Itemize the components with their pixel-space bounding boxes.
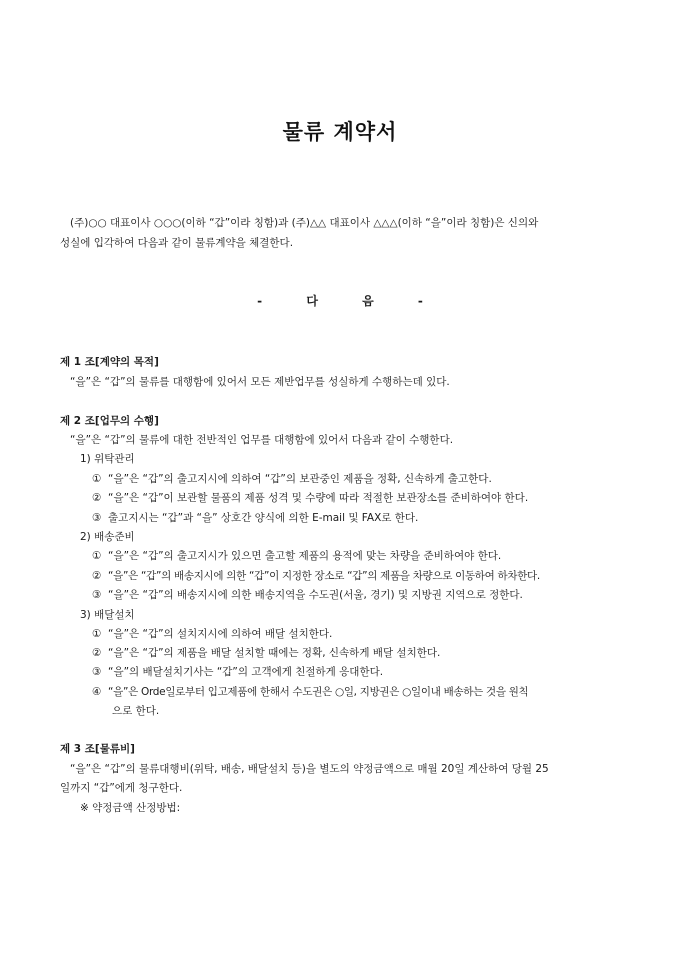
item-text: “을”은 “갑”의 출고지시가 있으면 출고할 제품의 용적에 맞는 차량을 준비하여야 한다. [108, 550, 502, 562]
item-number: ③ [92, 666, 102, 678]
item-number: ③ [92, 512, 102, 524]
item-number: ② [92, 647, 102, 659]
article-3-body-line-2: 일까지 “갑”에게 청구한다. [60, 782, 183, 794]
item-text: “을”은 “갑”의 제품을 배달 설치할 때에는 정확, 신속하게 배달 설치한다. [108, 647, 441, 659]
document-title: 물류 계약서 [282, 120, 398, 144]
article-3-heading: 제 3 조[물류비] [60, 743, 135, 755]
list-item-continuation: 으로 한다. [112, 705, 160, 717]
section-1-label: 1) 위탁관리 [80, 453, 135, 465]
item-text: “을”은 Orde일로부터 입고제품에 한해서 수도권은 ○일, 지방권은 ○일이내 배송하는 것을 원칙 [108, 686, 529, 698]
section-3-label: 3) 배달설치 [80, 609, 135, 621]
item-number: ③ [92, 589, 102, 601]
item-number: ② [92, 570, 102, 582]
list-item [92, 685, 528, 699]
list-item [92, 472, 492, 486]
item-number: ④ [92, 686, 102, 698]
item-text: “을”은 “갑”의 출고지시에 의하여 “갑”의 보관중인 제품을 정확, 신속하게 출고한다. [108, 473, 492, 485]
list-item [92, 646, 440, 660]
item-number: ① [92, 628, 102, 640]
list-item [92, 588, 523, 602]
list-item [92, 549, 501, 563]
intro-line-2: 성실에 입각하여 다음과 같이 물류계약을 체결한다. [60, 237, 294, 249]
intro-line-1: (주)○○ 대표이사 ○○○(이하 “갑”이라 칭함)과 (주)△△ 대표이사 △△△(이하 “을”이라 칭함)은 신의와 [70, 217, 539, 229]
item-number: ① [92, 473, 102, 485]
list-item [92, 491, 528, 505]
item-text: “을”은 “갑”이 보관할 물품의 제품 성격 및 수량에 따라 적절한 보관장소를 준비하여야 한다. [108, 492, 529, 504]
article-1-heading: 제 1 조[계약의 목적] [60, 356, 159, 368]
article-3-body-line-1: “을”은 “갑”의 물류대행비(위탁, 배송, 배달설치 등)을 별도의 약정금액으로 매월 20일 계산하여 당월 25 [70, 763, 549, 775]
list-item [92, 569, 540, 583]
item-text: “을”은 “갑”의 배송지시에 의한 배송지역을 수도권(서울, 경기) 및 지방권 지역으로 정한다. [108, 589, 523, 601]
list-item [92, 511, 418, 525]
article-1-body: “을”은 “갑”의 물류를 대행함에 있어서 모든 제반업무를 성실하게 수행하는데 있다. [70, 376, 450, 388]
item-text: “을”은 “갑”의 배송지시에 의한 “갑”이 지정한 장소로 “갑”의 제품을 차량으로 이동하여 하차한다. [108, 570, 540, 582]
list-item [92, 665, 383, 679]
item-text: “을”은 “갑”의 설치지시에 의하여 배달 설치한다. [108, 628, 333, 640]
item-number: ② [92, 492, 102, 504]
article-2-body: “을”은 “갑”의 물류에 대한 전반적인 업무를 대행함에 있어서 다음과 같이 수행한다. [70, 434, 454, 446]
article-3-note: ※ 약정금액 산정방법: [80, 802, 181, 814]
item-text: 출고지시는 “갑”과 “을” 상호간 양식에 의한 E-mail 및 FAX로 한다. [108, 512, 419, 524]
item-number: ① [92, 550, 102, 562]
intro-paragraph [60, 213, 623, 253]
section-2-label: 2) 배송준비 [80, 531, 135, 543]
list-item [92, 627, 332, 641]
item-text: “을”의 배달설치기사는 “갑”의 고객에게 친절하게 응대한다. [108, 666, 384, 678]
article-2-heading: 제 2 조[업무의 수행] [60, 415, 159, 427]
section-subheading: - 다 음 - [257, 294, 443, 308]
